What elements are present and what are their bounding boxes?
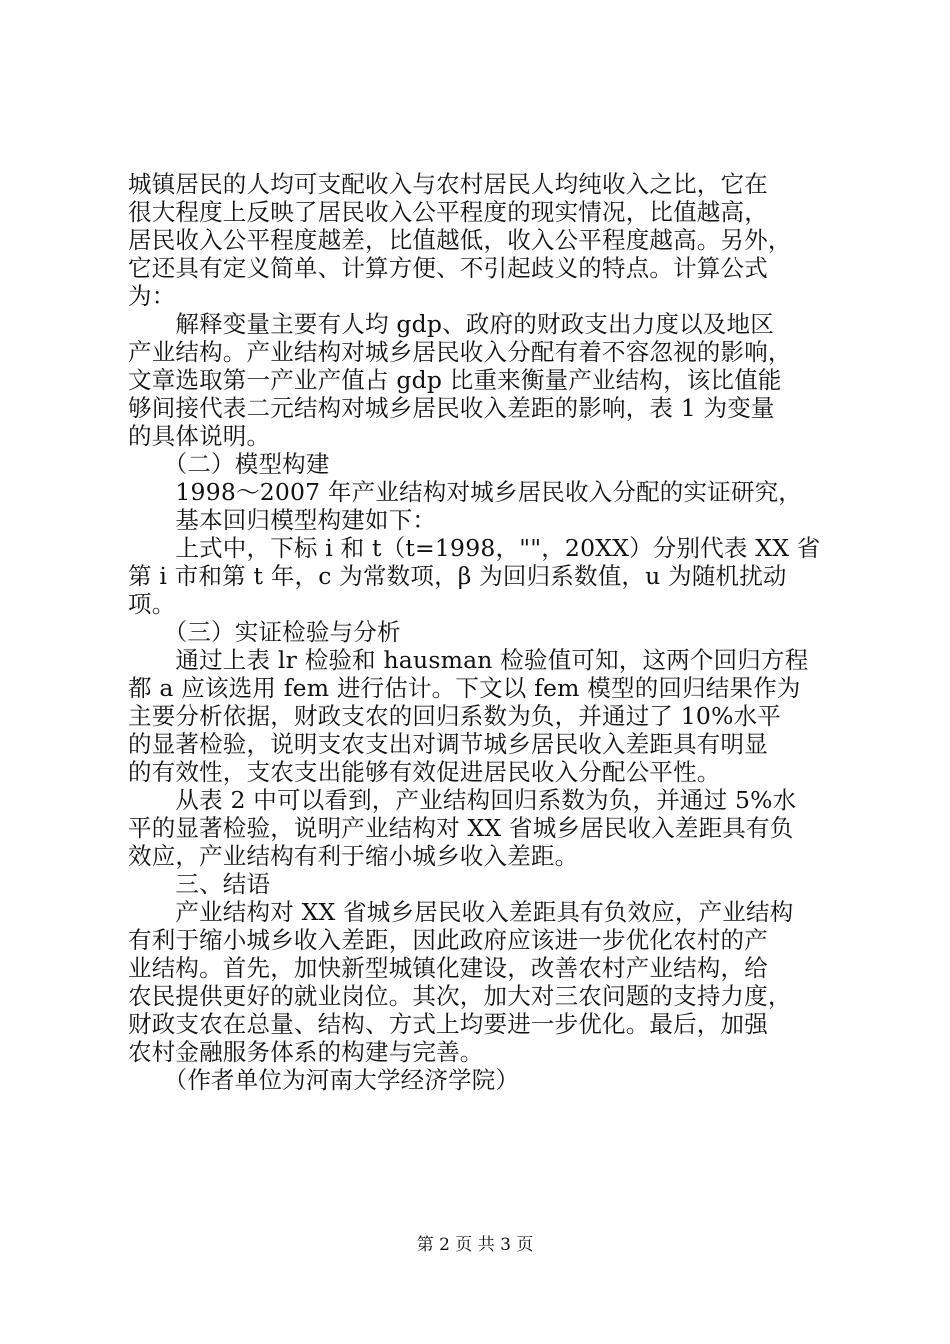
text-line: 产业结构。产业结构对城乡居民收入分配有着不容忽视的影响， bbox=[128, 338, 792, 366]
text-line: 产业结构对 XX 省城乡居民收入差距具有负效应，产业结构 bbox=[128, 898, 794, 926]
text-line: 够间接代表二元结构对城乡居民收入差距的影响，表 1 为变量 bbox=[128, 394, 775, 422]
text-line: 都 a 应该选用 fem 进行估计。下文以 fem 模型的回归结果作为 bbox=[128, 674, 801, 702]
text-line: 的有效性，支农支出能够有效促进居民收入分配公平性。 bbox=[128, 758, 721, 786]
author-affiliation: （作者单位为河南大学经济学院） bbox=[128, 1066, 520, 1094]
text-line: 解释变量主要有人均 gdp、政府的财政支出力度以及地区 bbox=[128, 310, 774, 338]
text-line: 主要分析依据，财政支农的回归系数为负，并通过了 10%水平 bbox=[128, 702, 782, 730]
text-line: 上式中，下标 i 和 t（t=1998，""，20XX）分别代表 XX 省 bbox=[128, 534, 821, 562]
text-line: 文章选取第一产业产值占 gdp 比重来衡量产业结构，该比值能 bbox=[128, 366, 782, 394]
section-heading: （三）实证检验与分析 bbox=[128, 618, 401, 646]
text-line: 1998～2007 年产业结构对城乡居民收入分配的实证研究， bbox=[128, 478, 802, 506]
text-line: 的具体说明。 bbox=[128, 422, 271, 450]
body-text bbox=[128, 170, 843, 1094]
page-number-footer: 第 2 页 共 3 页 bbox=[416, 1235, 534, 1255]
text-line: 居民收入公平程度越差，比值越低，收入公平程度越高。另外， bbox=[128, 226, 792, 254]
text-line: 有利于缩小城乡收入差距，因此政府应该进一步优化农村的产 bbox=[128, 926, 768, 954]
section-heading: （二）模型构建 bbox=[128, 450, 330, 478]
text-line: 业结构。首先，加快新型城镇化建设，改善农村产业结构，给 bbox=[128, 954, 768, 982]
text-line: 的显著检验，说明支农支出对调节城乡居民收入差距具有明显 bbox=[128, 730, 768, 758]
text-line: 它还具有定义简单、计算方便、不引起歧义的特点。计算公式 bbox=[128, 254, 768, 282]
text-line: 财政支农在总量、结构、方式上均要进一步优化。最后，加强 bbox=[128, 1010, 768, 1038]
text-line: 基本回归模型构建如下： bbox=[128, 506, 437, 534]
text-line: 效应，产业结构有利于缩小城乡收入差距。 bbox=[128, 842, 579, 870]
text-line: 通过上表 lr 检验和 hausman 检验值可知，这两个回归方程 bbox=[128, 646, 809, 674]
text-line: 很大程度上反映了居民收入公平程度的现实情况，比值越高， bbox=[128, 198, 768, 226]
text-line: 农村金融服务体系的构建与完善。 bbox=[128, 1038, 484, 1066]
text-line: 平的显著检验，说明产业结构对 XX 省城乡居民收入差距具有负 bbox=[128, 814, 794, 842]
section-heading: 三、结语 bbox=[128, 870, 271, 898]
text-line: 从表 2 中可以看到，产业结构回归系数为负，并通过 5%水 bbox=[128, 786, 797, 814]
text-line: 为： bbox=[128, 282, 176, 310]
text-line: 城镇居民的人均可支配收入与农村居民人均纯收入之比，它在 bbox=[128, 170, 768, 198]
text-line: 项。 bbox=[128, 590, 176, 618]
text-line: 第 i 市和第 t 年，c 为常数项，β 为回归系数值，u 为随机扰动 bbox=[128, 562, 787, 590]
text-line: 农民提供更好的就业岗位。其次，加大对三农问题的支持力度， bbox=[128, 982, 792, 1010]
